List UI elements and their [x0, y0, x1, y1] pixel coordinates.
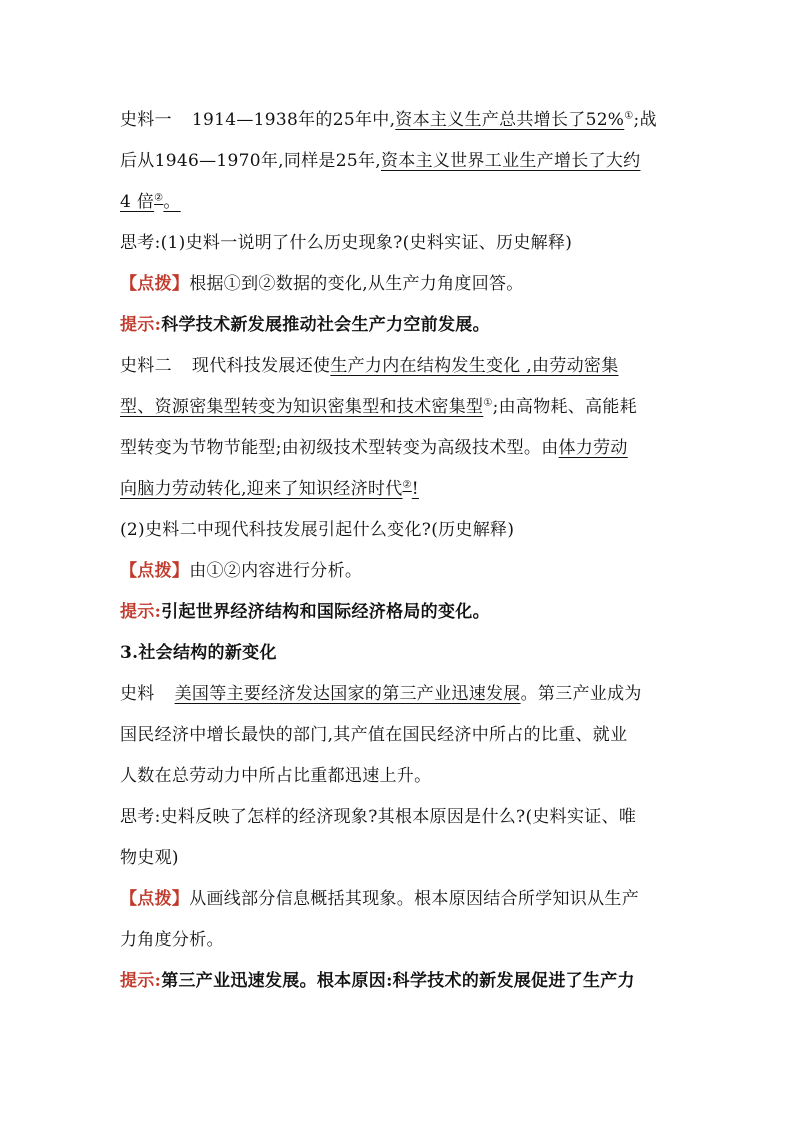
source-one-line-2: 后从1946—1970年,同样是25年,资本主义世界工业生产增长了大约 — [120, 151, 641, 171]
section-heading: 3.社会结构的新变化 — [120, 643, 277, 663]
tip-tag: 【点拨】 — [120, 274, 190, 294]
question-three-line-1: 思考:史料反映了怎样的经济现象?其根本原因是什么?(史料实证、唯 — [120, 807, 637, 827]
underlined-text: 型、资源密集型转变为知识密集型和技术密集型 — [120, 397, 484, 417]
question-two: (2)史料二中现代科技发展引起什么变化?(历史解释) — [120, 520, 515, 540]
hint-two: 提示:引起世界经济结构和国际经济格局的变化。 — [120, 602, 490, 622]
source-two-line-1: 史料二 现代科技发展还使生产力内在结构发生变化 ,由劳动密集 — [120, 356, 619, 376]
question-one: 思考:(1)史料一说明了什么历史现象?(史料实证、历史解释) — [120, 233, 573, 253]
tip-two: 【点拨】由①②内容进行分析。 — [120, 561, 363, 581]
question-three-line-2: 物史观) — [120, 848, 179, 868]
underlined-text: 资本主义世界工业生产增长了大约 — [380, 151, 641, 171]
hint-three: 提示:第三产业迅速发展。根本原因:科学技术的新发展促进了生产力 — [120, 971, 635, 991]
document-body — [120, 100, 680, 1002]
hint-one: 提示:科学技术新发展推动社会生产力空前发展。 — [120, 315, 490, 335]
source-one-line-3: 4 倍②。 — [120, 192, 181, 212]
footnote-marker: ① — [624, 110, 634, 122]
source-three-label: 史料 — [120, 684, 155, 704]
source-three-line-2: 国民经济中增长最快的部门,其产值在国民经济中所占的比重、就业 — [120, 725, 628, 745]
hint-label: 提示: — [120, 315, 162, 335]
underlined-text: 生产力内在结构发生变化 ,由劳动密集 — [330, 356, 619, 376]
source-two-line-3: 型转变为节物节能型;由初级技术型转变为高级技术型。由体力劳动 — [120, 438, 628, 458]
hint-label: 提示: — [120, 602, 162, 622]
source-two-label: 史料二 — [120, 356, 172, 376]
tip-tag: 【点拨】 — [120, 561, 190, 581]
tip-tag: 【点拨】 — [120, 889, 190, 909]
source-one-line-1: 史料一 1914—1938年的25年中,资本主义生产总共增长了52%①;战 — [120, 110, 657, 130]
footnote-marker: ② — [402, 479, 412, 491]
tip-three-line-1: 【点拨】从画线部分信息概括其现象。根本原因结合所学知识从生产 — [120, 889, 640, 909]
tip-one: 【点拨】根据①到②数据的变化,从生产力角度回答。 — [120, 274, 524, 294]
underlined-text: 体力劳动 — [558, 438, 628, 458]
hint-label: 提示: — [120, 971, 162, 991]
footnote-marker: ① — [483, 397, 493, 409]
source-two-line-4: 向脑力劳动转化,迎来了知识经济时代②! — [120, 479, 419, 499]
underlined-text: 4 倍 — [120, 192, 155, 212]
tip-three-line-2: 力角度分析。 — [120, 930, 224, 950]
underlined-text: 资本主义生产总共增长了52% — [395, 110, 625, 130]
underlined-text: 向脑力劳动转化,迎来了知识经济时代 — [120, 479, 403, 499]
underlined-text: 美国等主要经济发达国家的第三产业迅速发展 — [174, 684, 521, 704]
source-one-label: 史料一 — [120, 110, 172, 130]
source-three-line-3: 人数在总劳动力中所占比重都迅速上升。 — [120, 766, 432, 786]
source-two-line-2: 型、资源密集型转变为知识密集型和技术密集型①;由高物耗、高能耗 — [120, 397, 638, 417]
source-three-line-1: 史料 美国等主要经济发达国家的第三产业迅速发展。第三产业成为 — [120, 684, 642, 704]
footnote-marker: ② — [154, 192, 164, 204]
